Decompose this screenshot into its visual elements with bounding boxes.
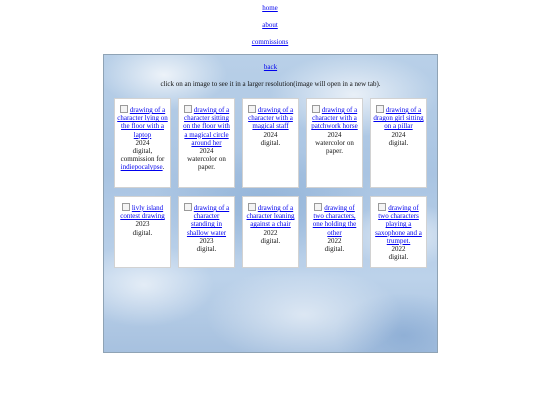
artwork-year: 2024 bbox=[199, 147, 214, 156]
nav-link-about[interactable]: about bbox=[262, 21, 278, 29]
gallery-panel bbox=[103, 54, 438, 353]
nav-link-home[interactable]: home bbox=[262, 4, 278, 12]
broken-image-icon bbox=[184, 203, 192, 211]
broken-image-icon bbox=[376, 105, 384, 113]
gallery-image-link[interactable] bbox=[375, 204, 422, 245]
gallery-card bbox=[242, 196, 299, 268]
artwork-year: 2022 bbox=[263, 228, 278, 237]
artwork-medium: digital. bbox=[196, 245, 217, 254]
gallery-card bbox=[370, 98, 427, 188]
back-row bbox=[104, 63, 437, 71]
gallery-image-link[interactable] bbox=[313, 204, 357, 237]
gallery-card bbox=[242, 98, 299, 188]
gallery-image-link[interactable] bbox=[248, 106, 293, 130]
top-navigation bbox=[0, 4, 540, 46]
gallery-card bbox=[370, 196, 427, 268]
indiepocalypse-link[interactable]: indiepocalypse bbox=[120, 163, 163, 172]
image-alt-text: drawing of a character with a magical staff bbox=[248, 106, 294, 131]
gallery-card bbox=[306, 98, 363, 188]
artwork-year: 2022 bbox=[327, 236, 342, 245]
gallery-instructions: click on an image to see it in a larger resolution(image will open in a new tab). bbox=[160, 80, 381, 88]
artwork-year: 2023 bbox=[135, 220, 150, 229]
image-alt-text: drawing of a character with a patchwork horse bbox=[311, 106, 358, 131]
gallery-card bbox=[306, 196, 363, 268]
artwork-medium: digital. bbox=[388, 138, 409, 147]
gallery-image-link[interactable] bbox=[117, 106, 168, 139]
image-alt-text: drawing of a character leaning against a chair bbox=[246, 204, 295, 229]
gallery-image-link[interactable] bbox=[373, 106, 423, 130]
artwork-medium: digital. bbox=[324, 245, 345, 254]
gallery-card bbox=[178, 196, 235, 268]
image-alt-text: livly island contest drawing bbox=[120, 204, 165, 221]
artwork-note-end: . bbox=[162, 163, 165, 172]
artwork-medium: digital, bbox=[132, 147, 153, 156]
artwork-medium: digital. bbox=[260, 236, 281, 245]
artwork-medium: watercolor on paper. bbox=[315, 138, 354, 156]
image-alt-text: drawing of a character sitting on the floor with a magical circle around her bbox=[183, 106, 230, 147]
artwork-year: 2024 bbox=[327, 130, 342, 139]
broken-image-icon bbox=[120, 105, 128, 113]
broken-image-icon bbox=[248, 105, 256, 113]
artwork-year: 2024 bbox=[135, 138, 150, 147]
image-alt-text: drawing of a character standing in shallow water bbox=[186, 204, 230, 237]
gallery-card bbox=[114, 196, 171, 268]
artwork-year: 2022 bbox=[391, 245, 406, 254]
gallery-image-link[interactable] bbox=[247, 204, 295, 228]
broken-image-icon bbox=[122, 203, 130, 211]
gallery-image-link[interactable] bbox=[120, 204, 165, 220]
artwork-medium: watercolor on paper. bbox=[187, 155, 226, 172]
artwork-medium: digital. bbox=[260, 138, 281, 147]
artwork-medium: digital. bbox=[388, 253, 409, 262]
image-alt-text: drawing of a character lying on the floor with a laptop bbox=[117, 106, 168, 139]
gallery-image-link[interactable] bbox=[183, 106, 230, 147]
gallery-image-link[interactable] bbox=[184, 204, 229, 237]
nav-link-commissions[interactable]: commissions bbox=[251, 38, 289, 46]
broken-image-icon bbox=[248, 203, 256, 211]
broken-image-icon bbox=[314, 203, 322, 211]
broken-image-icon bbox=[184, 105, 192, 113]
broken-image-icon bbox=[378, 203, 386, 211]
gallery-image-link[interactable] bbox=[311, 106, 357, 130]
image-alt-text: drawing of two characters playing a saxophone and a trumpet. bbox=[375, 204, 422, 245]
back-link[interactable]: back bbox=[263, 63, 278, 71]
image-alt-text: drawing of two characters, one holding the other bbox=[312, 204, 357, 237]
artwork-note: commission for bbox=[120, 155, 165, 164]
artwork-medium: digital. bbox=[132, 228, 153, 237]
gallery-card bbox=[114, 98, 171, 188]
artwork-year: 2024 bbox=[391, 130, 406, 139]
broken-image-icon bbox=[312, 105, 320, 113]
gallery-card bbox=[178, 98, 235, 188]
image-alt-text: drawing of a dragon girl sitting on a pillar bbox=[373, 106, 424, 131]
artwork-year: 2024 bbox=[263, 130, 278, 139]
artwork-year: 2023 bbox=[199, 236, 214, 245]
